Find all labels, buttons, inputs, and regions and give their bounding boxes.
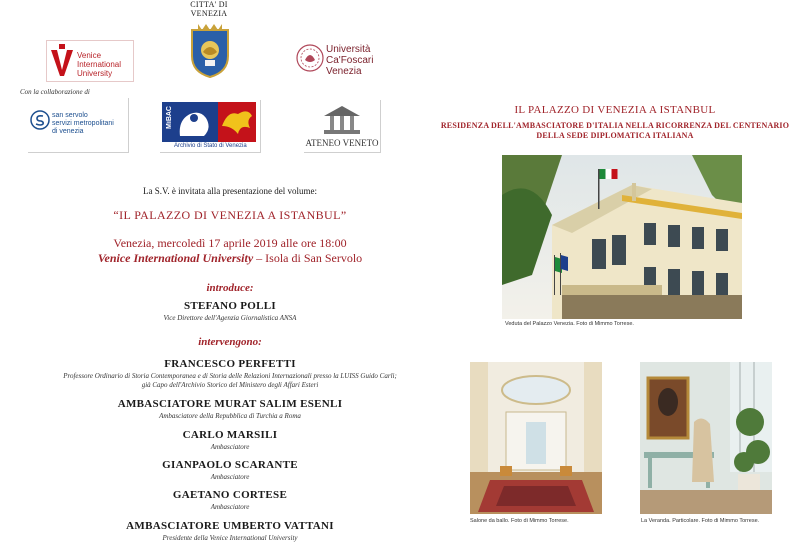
speaker-name: GIANPAOLO SCARANTE — [162, 459, 298, 471]
san-servolo-line3: di venezia — [52, 128, 84, 135]
viu-name-line1: Venice — [77, 51, 102, 60]
mibac-label: MiBAC — [166, 106, 173, 129]
viu-logo-icon — [51, 44, 73, 78]
mibac-red-panel — [218, 102, 256, 142]
speaker-role: Ambasciatore — [210, 443, 250, 451]
intervengono-label: intervengono: — [198, 336, 262, 348]
venue-place: – Isola di San Servolo — [253, 251, 363, 265]
invitation-intro: La S.V. è invitata alla presentazione del volume: — [142, 186, 318, 196]
speaker-name: STEFANO POLLI — [183, 300, 277, 312]
collaboration-label: Con la collaborazione di — [20, 88, 90, 96]
san-servolo-line2: servizi metropolitani — [52, 120, 114, 127]
san-servolo-line1: san servolo — [52, 112, 88, 119]
speaker-role: Presidente della Venice International University — [162, 534, 298, 542]
ballroom-photo — [470, 362, 602, 514]
introduce-label: introduce: — [206, 282, 254, 294]
ballroom-caption: Salone da ballo. Foto di Mimmo Torrese. — [470, 518, 569, 524]
ateneo-veneto-logo — [304, 100, 381, 153]
cafoscari-seal-icon — [296, 44, 324, 72]
viu-name-line2: International — [77, 60, 122, 69]
speaker-role: Professore Ordinario di Storia Contemporanea e di Storia delle Relazioni Internazionali presso la LUISS Guido Carli; — [63, 372, 397, 380]
viu-logo — [46, 40, 134, 82]
veranda-caption: La Veranda. Particolare. Foto di Mimmo Torrese. — [641, 518, 760, 524]
mibac-caption: Archivio di Stato di Venezia — [174, 143, 247, 149]
city-title-line2: VENEZIA — [190, 9, 228, 18]
san-servolo-icon — [30, 110, 50, 130]
city-of-venice-title — [184, 0, 234, 18]
viu-name-line3: University — [77, 69, 113, 78]
mibac-figure-icon — [174, 106, 216, 140]
speaker-name: FRANCESCO PERFETTI — [164, 358, 296, 370]
speaker-name: AMBASCIATORE UMBERTO VATTANI — [126, 520, 334, 532]
event-date: Venezia, mercoledì 17 aprile 2019 alle ore 18:00 — [113, 236, 347, 250]
city-title-line1: CITTA' DI — [190, 0, 228, 9]
archivio-di-stato-logo — [160, 100, 261, 153]
right-subtitle — [430, 121, 800, 141]
san-servolo-logo — [28, 98, 129, 153]
speaker-role: Vice Direttore dell'Agenzia Giornalistica ANSA — [163, 314, 297, 322]
right-subtitle-line1: RESIDENZA DELL'AMBASCIATORE D'ITALIA NELLA RICORRENZA DEL CENTENARIO — [440, 121, 790, 130]
cafoscari-line2: Ca'Foscari — [326, 55, 374, 66]
book-title: “IL PALAZZO DI VENEZIA A ISTANBUL” — [113, 208, 347, 222]
speaker-role: Ambasciatore — [210, 473, 250, 481]
veranda-photo — [640, 362, 772, 514]
speaker-role-continued: già Capo dell'Archivio Storico del Ministero degli Affari Esteri — [141, 381, 319, 389]
winged-lion-icon — [220, 106, 254, 138]
mibac-blue-panel — [162, 102, 218, 142]
palazzo-facade-photo — [502, 155, 742, 319]
right-title: IL PALAZZO DI VENEZIA A ISTANBUL — [514, 104, 716, 116]
ateneo-building-icon — [320, 104, 364, 136]
speaker-name: AMBASCIATORE MURAT SALIM ESENLI — [117, 398, 343, 410]
venue-name: Venice International University — [97, 251, 254, 265]
speaker-name: GAETANO CORTESE — [172, 489, 288, 501]
event-venue — [20, 251, 440, 266]
cafoscari-line1: Università — [326, 44, 371, 55]
speaker-name: CARLO MARSILI — [182, 429, 278, 441]
main-photo-caption: Veduta del Palazzo Venezia. Foto di Mimmo Torrese. — [505, 321, 634, 327]
cafoscari-line3: Venezia — [326, 66, 362, 77]
right-subtitle-line2: DELLA SEDE DIPLOMATICA ITALIANA — [536, 131, 694, 140]
speaker-role: Ambasciatore della Repubblica di Turchia a Roma — [159, 412, 301, 420]
venice-crest-icon — [188, 22, 232, 78]
speaker-role: Ambasciatore — [210, 503, 250, 511]
ateneo-label: ATENEO VENETO — [305, 138, 379, 148]
cafoscari-logo — [294, 42, 390, 78]
